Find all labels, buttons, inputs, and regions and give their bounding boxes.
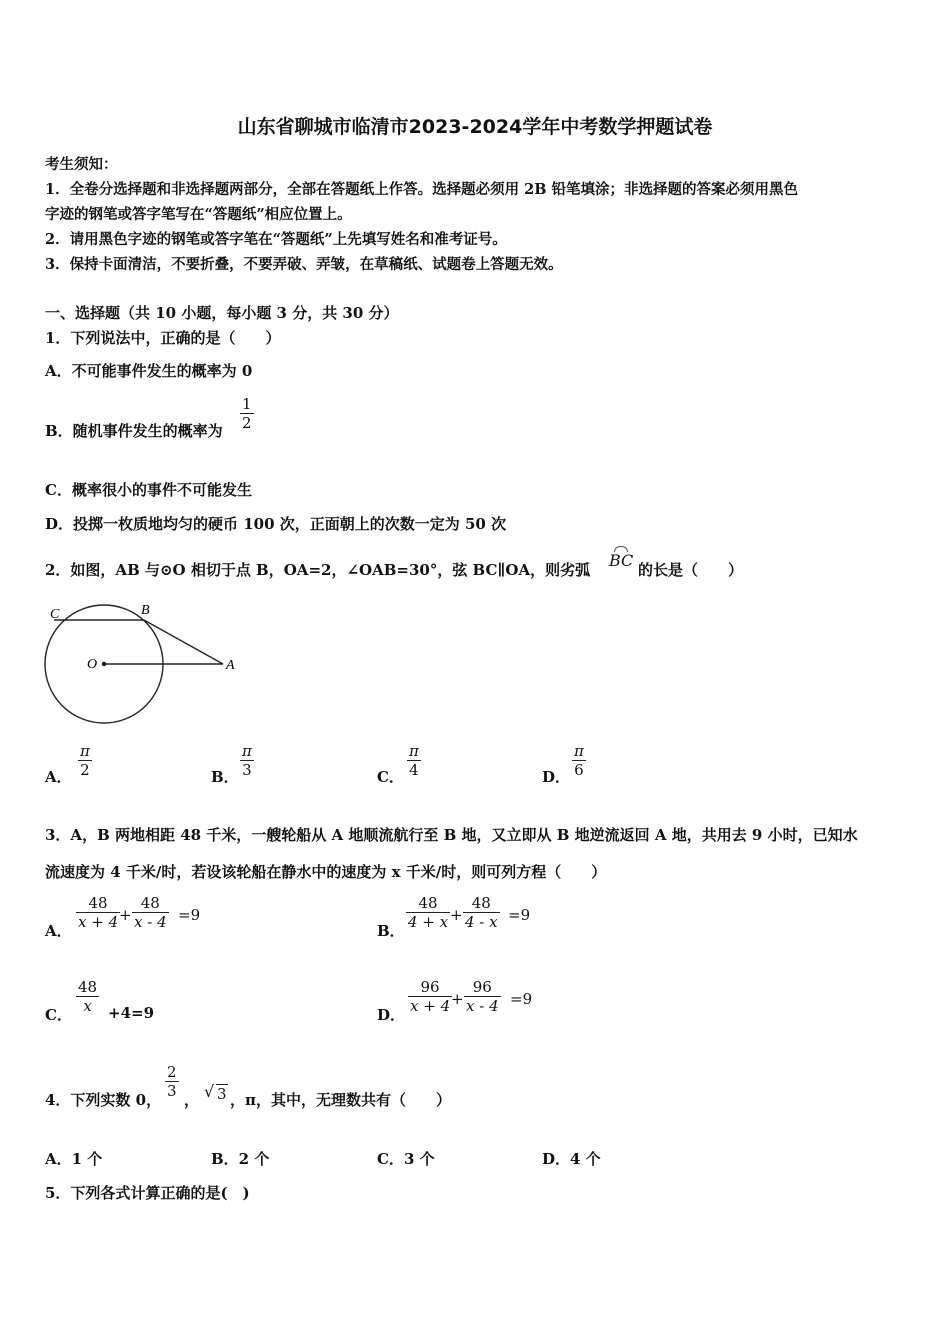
fraction-numerator: π — [80, 742, 90, 760]
q2-stem-part1: 2．如图，AB 与⊙O 相切于点 B，OA=2，∠OAB=30°，弦 BC∥OA，则劣弧 — [45, 561, 591, 579]
page-title: 山东省聊城市临清市2023-2024学年中考数学押题试卷 — [237, 116, 713, 138]
fraction-numerator: 48 — [78, 978, 98, 996]
label-o: O — [87, 657, 98, 672]
plus-sign: + — [450, 906, 463, 924]
fraction-denominator: 2 — [242, 414, 252, 432]
q4-option-d: D．4 个 — [542, 1150, 601, 1168]
q3-d-fraction-1 — [408, 978, 452, 1015]
fraction-numerator: 96 — [420, 978, 440, 996]
q2-option-b-label: B． — [211, 768, 239, 786]
q3-a-fraction-2 — [132, 894, 169, 931]
q3-c-fraction — [76, 978, 99, 1015]
fraction-denominator: x + 4 — [410, 997, 451, 1015]
notice-line-1b: 字迹的钢笔或答字笔写在“答题纸”相应位置上。 — [45, 206, 352, 223]
q2-option-a-label: A． — [45, 768, 72, 786]
fraction-numerator: π — [242, 742, 252, 760]
plus-sign: + — [119, 906, 132, 924]
q4-separator: ， — [184, 1091, 200, 1109]
q3-b-fraction-2 — [463, 894, 500, 931]
arc-symbol-icon — [614, 546, 628, 552]
q4-sqrt-radicand: 3 — [217, 1085, 227, 1103]
q3-d-tail: =9 — [510, 990, 533, 1008]
fraction-numerator: 2 — [167, 1063, 177, 1081]
notice-line-2: 2．请用黑色字迹的钢笔或答字笔在“答题纸”上先填写姓名和准考证号。 — [45, 231, 507, 248]
q3-option-c-label: C． — [45, 1006, 72, 1024]
q2-option-c-label: C． — [377, 768, 404, 786]
q1-stem: 1．下列说法中，正确的是（ ） — [45, 329, 281, 347]
fraction-denominator: 3 — [167, 1082, 177, 1100]
q1-option-c: C．概率很小的事件不可能发生 — [45, 481, 252, 499]
q3-option-a-label: A． — [45, 922, 72, 940]
q3-b-tail: =9 — [508, 906, 531, 924]
fraction-numerator: 1 — [242, 395, 252, 413]
fraction-denominator: 4 - x — [465, 913, 498, 931]
q3-a-tail: =9 — [178, 906, 201, 924]
q1-option-b: B．随机事件发生的概率为 — [45, 422, 223, 440]
q2-option-d-fraction — [572, 742, 586, 779]
fraction-denominator: 2 — [78, 760, 92, 779]
fraction-numerator: 96 — [472, 978, 492, 996]
fraction-numerator: π — [574, 742, 584, 760]
fraction-numerator: 48 — [88, 894, 108, 912]
q2-option-b-fraction — [240, 742, 254, 779]
fraction-numerator: π — [409, 742, 419, 760]
q1-b-fraction — [240, 395, 254, 432]
fraction-numerator: 48 — [418, 894, 438, 912]
q3-stem-line-2: 流速度为 4 千米/时，若设该轮船在静水中的速度为 x 千米/时，则可列方程（ ） — [45, 863, 607, 881]
notice-heading: 考生须知： — [45, 156, 118, 173]
q4-option-a: A．1 个 — [45, 1150, 103, 1168]
fraction-denominator: 4 — [407, 760, 421, 779]
q2-option-d-label: D． — [542, 768, 571, 786]
fraction-denominator: x — [76, 996, 99, 1015]
notice-line-1a: 1．全卷分选择题和非选择题两部分，全部在答题纸上作答。选择题必须用 2B 铅笔填涂；非选择题的答案必须用黑色 — [45, 181, 799, 198]
fraction-denominator: 6 — [572, 760, 586, 779]
q4-option-b: B．2 个 — [211, 1150, 270, 1168]
fraction-denominator: x - 4 — [466, 997, 499, 1015]
q3-d-fraction-2 — [464, 978, 501, 1015]
q2-option-c-fraction — [407, 742, 421, 779]
fraction-denominator: x + 4 — [78, 913, 119, 931]
fraction-numerator: 48 — [140, 894, 160, 912]
label-b: B — [141, 603, 150, 618]
fraction-numerator: 48 — [471, 894, 491, 912]
fraction-denominator: x - 4 — [134, 913, 167, 931]
q2-circle-figure — [40, 598, 245, 728]
notice-line-3: 3．保持卡面清洁，不要折叠，不要弄破、弄皱，在草稿纸、试题卷上答题无效。 — [45, 256, 563, 273]
q3-option-d-label: D． — [377, 1006, 406, 1024]
q5-stem: 5．下列各式计算正确的是( ) — [45, 1184, 250, 1202]
q2-arc-label: BC — [609, 551, 634, 570]
q4-option-c: C．3 个 — [377, 1150, 435, 1168]
fraction-denominator: 4 + x — [408, 913, 449, 931]
q4-stem-part1: 4．下列实数 0， — [45, 1091, 162, 1109]
q4-fraction — [165, 1063, 179, 1100]
section-heading: 一、选择题（共 10 小题，每小题 3 分，共 30 分） — [45, 304, 399, 322]
center-point-o — [102, 662, 106, 666]
q1-option-a: A．不可能事件发生的概率为 0 — [45, 362, 253, 380]
q4-stem-part2: ，π，其中，无理数共有（ ） — [230, 1091, 451, 1109]
tangent-ab — [144, 620, 223, 664]
q3-stem-line-1: 3．A，B 两地相距 48 千米，一艘轮船从 A 地顺流航行至 B 地，又立即从 B 地逆流返回 A 地，共用去 9 小时，已知水 — [45, 826, 858, 844]
sqrt-icon: √ — [204, 1082, 215, 1101]
label-a: A — [226, 658, 235, 673]
label-c: C — [50, 607, 60, 622]
plus-sign: + — [451, 990, 464, 1008]
q3-c-tail: +4=9 — [108, 1004, 155, 1022]
q2-stem-part2: 的长是（ ） — [638, 561, 744, 579]
q3-option-b-label: B． — [377, 922, 405, 940]
q3-b-fraction-1 — [406, 894, 450, 931]
q2-option-a-fraction — [78, 742, 92, 779]
q1-option-d: D．投掷一枚质地均匀的硬币 100 次，正面朝上的次数一定为 50 次 — [45, 515, 507, 533]
fraction-denominator: 3 — [240, 760, 254, 779]
q3-a-fraction-1 — [76, 894, 120, 931]
